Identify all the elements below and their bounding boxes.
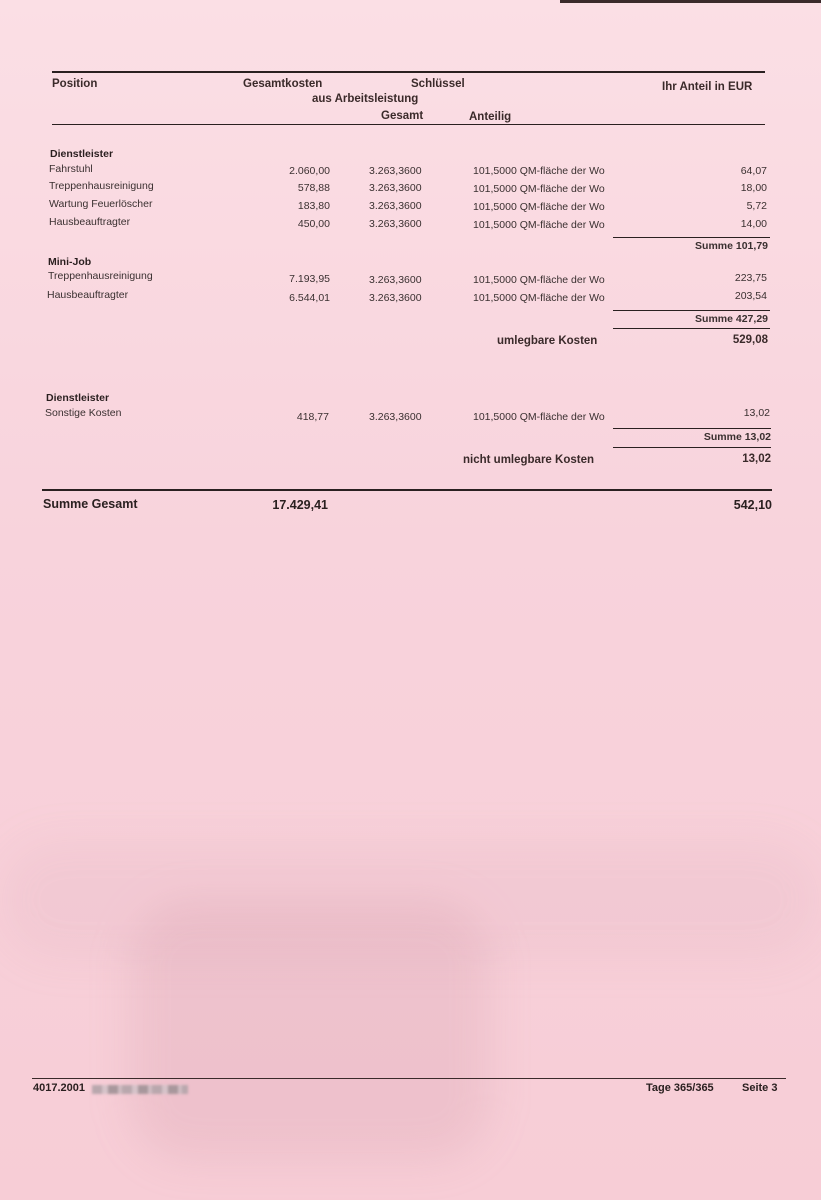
row-kosten: 2.060,00 xyxy=(289,165,330,177)
summe-gesamt-kosten: 17.429,41 xyxy=(272,498,328,512)
row-kosten: 450,00 xyxy=(297,218,330,230)
nicht-umlegbare-kosten-label: nicht umlegbare Kosten xyxy=(463,454,594,466)
row-anteilig: 101,5000 QM-fläche der Wo xyxy=(473,411,605,423)
umlegbare-kosten-label: umlegbare Kosten xyxy=(497,335,598,347)
row-gesamt: 3.263,3600 xyxy=(369,165,422,177)
row-anteilig: 101,5000 QM-fläche der Wo xyxy=(473,274,605,286)
row-kosten: 183,80 xyxy=(297,200,330,212)
umlegbar-rule xyxy=(613,328,770,329)
row-anteilig: 101,5000 QM-fläche der Wo xyxy=(473,219,605,231)
header-top-rule xyxy=(52,71,765,73)
header-schluessel: Schlüssel xyxy=(411,78,465,90)
group-subtotal: Summe 13,02 xyxy=(703,431,771,443)
row-gesamt: 3.263,3600 xyxy=(369,182,422,194)
subtotal-rule xyxy=(613,237,770,238)
row-kosten: 7.193,95 xyxy=(289,273,330,285)
row-kosten: 578,88 xyxy=(297,182,330,194)
header-ihr-anteil: Ihr Anteil in EUR xyxy=(662,81,753,93)
footer-tage: Tage 365/365 xyxy=(646,1082,714,1094)
row-position: Fahrstuhl xyxy=(49,163,93,175)
summe-gesamt-label: Summe Gesamt xyxy=(43,497,138,511)
group-title: Dienstleister xyxy=(46,392,110,404)
footer-rule xyxy=(32,1078,786,1079)
row-anteil: 14,00 xyxy=(740,218,767,230)
top-edge-band xyxy=(560,0,821,3)
row-anteil: 203,54 xyxy=(734,290,767,302)
subtotal-rule xyxy=(613,428,771,429)
summe-gesamt-anteil: 542,10 xyxy=(733,498,772,512)
subtotal-rule xyxy=(613,310,770,311)
umlegbare-kosten-value: 529,08 xyxy=(732,334,768,346)
row-gesamt: 3.263,3600 xyxy=(369,274,422,286)
footer-page-number: Seite 3 xyxy=(742,1082,778,1094)
header-gesamt: Gesamt xyxy=(381,110,424,122)
nicht-umlegbar-rule xyxy=(613,447,771,448)
header-aus-arbeitsleistung: aus Arbeitsleistung xyxy=(312,93,419,105)
redacted-text xyxy=(92,1085,188,1094)
row-position: Hausbeauftragter xyxy=(47,289,129,301)
row-position: Hausbeauftragter xyxy=(49,216,131,228)
row-gesamt: 3.263,3600 xyxy=(369,292,422,304)
row-anteilig: 101,5000 QM-fläche der Wo xyxy=(473,201,605,213)
row-position: Wartung Feuerlöscher xyxy=(49,198,153,210)
row-gesamt: 3.263,3600 xyxy=(369,200,422,212)
group-title: Dienstleister xyxy=(50,148,114,160)
row-anteilig: 101,5000 QM-fläche der Wo xyxy=(473,183,605,195)
row-kosten: 6.544,01 xyxy=(289,292,330,304)
header-anteilig: Anteilig xyxy=(469,111,512,123)
row-gesamt: 3.263,3600 xyxy=(369,218,422,230)
group-title: Mini-Job xyxy=(48,256,92,268)
row-gesamt: 3.263,3600 xyxy=(369,411,422,423)
row-anteil: 64,07 xyxy=(740,165,767,177)
row-anteilig: 101,5000 QM-fläche der Wo xyxy=(473,292,605,304)
header-gesamtkosten: Gesamtkosten xyxy=(243,78,323,90)
group-subtotal: Summe 101,79 xyxy=(695,240,768,252)
footer-doc-id: 4017.2001 xyxy=(33,1082,85,1094)
row-anteil: 18,00 xyxy=(740,182,767,194)
row-position: Treppenhausreinigung xyxy=(49,180,154,192)
row-position: Sonstige Kosten xyxy=(45,407,122,419)
row-anteilig: 101,5000 QM-fläche der Wo xyxy=(473,165,605,177)
header-bottom-rule xyxy=(52,124,765,125)
shadow-band xyxy=(0,840,821,960)
header-position: Position xyxy=(52,78,98,90)
row-anteil: 5,72 xyxy=(746,200,767,212)
nicht-umlegbare-kosten-value: 13,02 xyxy=(742,453,771,465)
row-kosten: 418,77 xyxy=(296,411,329,423)
group-subtotal: Summe 427,29 xyxy=(695,313,768,325)
row-position: Treppenhausreinigung xyxy=(48,270,153,282)
row-anteil: 223,75 xyxy=(734,272,767,284)
row-anteil: 13,02 xyxy=(743,407,770,419)
total-rule xyxy=(42,489,772,491)
